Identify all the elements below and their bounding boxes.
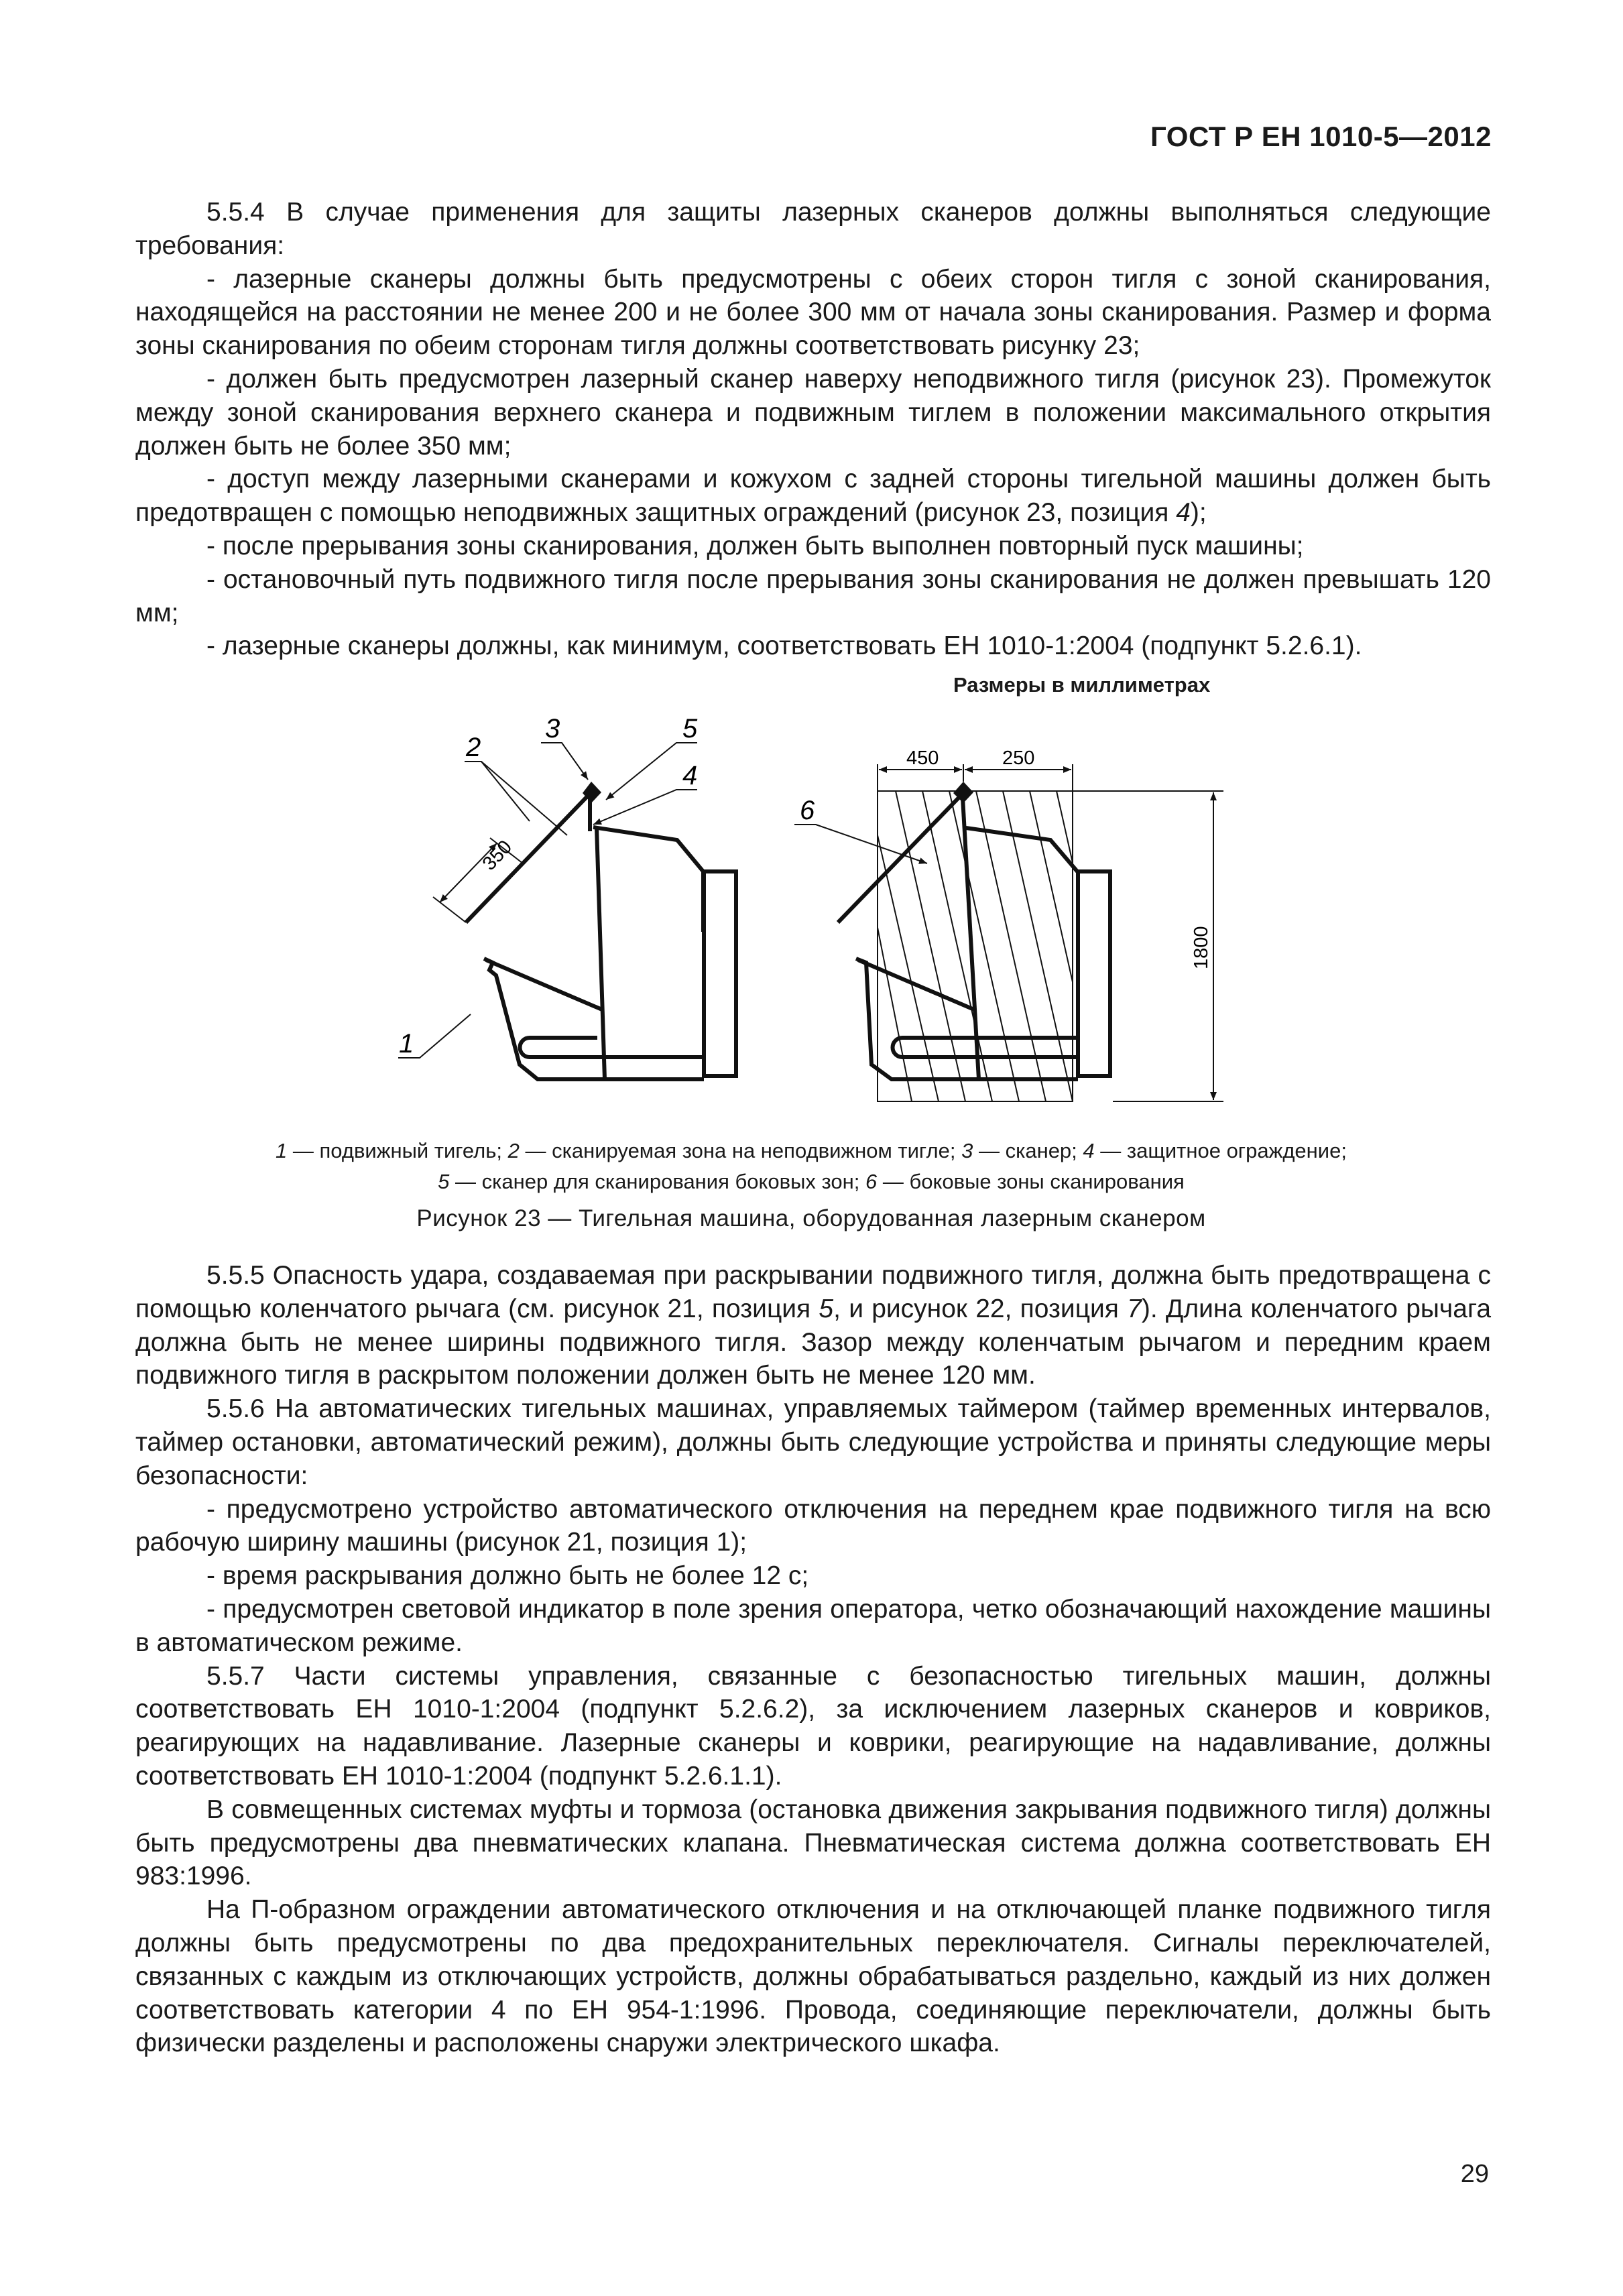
legend-num: 5 — [438, 1170, 450, 1193]
press-back-housing-right — [1078, 871, 1110, 1076]
callout-2-underline — [465, 762, 567, 835]
legend-line-2 — [154, 1166, 1468, 1197]
callout-3-leader — [541, 743, 588, 780]
standard-header: ГОСТ Р ЕН 1010-5—2012 — [1150, 121, 1492, 152]
fixed-platen-outline-right — [966, 828, 1077, 871]
dim-350-extension-1 — [433, 897, 466, 922]
section-5-5-6-intro: 5.5.6 На автоматических тигельных машинах, управляемых таймером (таймер временных интервалов, таймер остановки, автоматический режим), должны быть следующие устройства и приняты следующие меры безопасности: — [135, 1394, 1491, 1490]
callout-5-label: 5 — [682, 714, 698, 743]
side-scan-zones-hatch — [851, 791, 1126, 1101]
figure-23-legend — [154, 1136, 1468, 1197]
left-machine-view — [398, 714, 736, 1079]
legend-num: 2 — [507, 1139, 520, 1162]
dimensions-note: Размеры в миллиметрах — [953, 673, 1211, 697]
section-5-5-7-para: В совмещенных системах муфты и тормоза (остановка движения закрывания подвижного тигля) должны быть предусмотрены два пневматических клапана. Пневматическая система должна соответствовать ЕН 983:1996. — [135, 1795, 1491, 1891]
position-ref: 4 — [1176, 498, 1191, 528]
item-text: - доступ между лазерными сканерами и кожухом с задней стороны тигельной машины должен быть предотвращен с помощью неподвижных защитных ограждений (рисунок 23, позиция — [135, 465, 1491, 528]
guard-frame — [597, 828, 605, 1079]
platen-lever — [530, 1038, 704, 1057]
item-text: ); — [1190, 498, 1207, 528]
platen-lever-end — [520, 1038, 530, 1057]
legend-num: 1 — [276, 1139, 288, 1162]
dim-250-label: 250 — [1002, 747, 1035, 769]
scan-zone-line-right — [838, 796, 960, 922]
legend-num: 4 — [1083, 1139, 1095, 1162]
legend-text: — сканируемая зона на неподвижном тигле; — [519, 1139, 962, 1162]
para-text: ). Длина коленчатого рычага должна быть не менее ширины подвижного тигля. Зазор между коленчатым рычагом и передним краем подвижного тигля в раскрытом положении должен быть не менее 120 мм. — [135, 1294, 1492, 1390]
sections-5-5-5-to-5-5-7 — [135, 1259, 1491, 2060]
dim-1800-label: 1800 — [1191, 926, 1212, 969]
legend-text: — сканер; — [973, 1139, 1083, 1162]
requirement-item: - время раскрывания должно быть не более 12 с; — [206, 1561, 809, 1591]
requirement-item: - должен быть предусмотрен лазерный сканер наверху неподвижного тигля (рисунок 23). Промежуток между зоной сканирования верхнего сканера и подвижным тиглем в положении максимального открытия должен быть не более 350 мм; — [135, 364, 1491, 461]
press-back-housing — [704, 871, 736, 1076]
callout-2-leader — [481, 762, 530, 821]
legend-text: — боковые зоны сканирования — [877, 1170, 1185, 1193]
callout-3-label: 3 — [545, 714, 560, 743]
platen-lever-right — [902, 1038, 1078, 1057]
section-5-5-7-para: На П-образном ограждении автоматического отключения и на отключающей планке подвижного тигля должны быть предусмотрены по два предохранительных переключателя. Сигналы переключателей, связанных с каждым из отключающих устройств, должны обрабатываться раздельно, каждый из них должен соответствовать категории 4 по ЕН 954-1:1996. Провода, соединяющие переключатели, должны быть физически разделены и расположены снаружи электрического шкафа. — [135, 1895, 1491, 2058]
page-number: 29 — [1460, 2160, 1489, 2188]
callout-6-label: 6 — [800, 796, 815, 825]
section-5-5-5 — [135, 1259, 1491, 1392]
callout-1-label: 1 — [399, 1029, 414, 1059]
dim-350-label: 350 — [478, 836, 517, 875]
section-5-5-7-para: 5.5.7 Части системы управления, связанные с безопасностью тигельных машин, должны соответствовать ЕН 1010-1:2004 (подпункт 5.2.6.2), за исключением лазерных сканеров и ковриков, реагирующих на надавливание. Лазерные сканеры и коврики, реагирующие на надавливание, должны соответствовать ЕН 1010-1:2004 (подпункт 5.2.6.1.1). — [135, 1661, 1491, 1791]
legend-num: 3 — [961, 1139, 973, 1162]
figure-23-caption: Рисунок 23 — Тигельная машина, оборудованная лазерным сканером — [416, 1205, 1206, 1231]
requirement-item: - предусмотрен световой индикатор в поле зрения оператора, четко обозначающий нахождение машины в автоматическом режиме. — [135, 1594, 1491, 1657]
dim-450-label: 450 — [906, 747, 939, 769]
legend-text: — сканер для сканирования боковых зон; — [449, 1170, 865, 1193]
requirement-item: - остановочный путь подвижного тигля после прерывания зоны сканирования не должен превышать 120 мм; — [135, 564, 1491, 627]
callout-2-label: 2 — [466, 733, 481, 762]
section-5-5-4 — [135, 196, 1491, 663]
legend-line-1 — [154, 1136, 1468, 1166]
section-5-5-4-intro: 5.5.4 В случае применения для защиты лазерных сканеров должны выполняться следующие требования: — [135, 198, 1491, 260]
legend-num: 6 — [865, 1170, 878, 1193]
callout-4-leader — [593, 790, 697, 825]
right-machine-view — [794, 747, 1223, 1101]
callout-4-label: 4 — [682, 761, 698, 790]
requirement-item — [135, 463, 1491, 530]
para-text: , и рисунок 22, позиция — [833, 1294, 1128, 1323]
requirement-item: - лазерные сканеры должны, как минимум, соответствовать ЕН 1010-1:2004 (подпункт 5.2.6.1). — [206, 631, 1362, 661]
legend-text: — подвижный тигель; — [287, 1139, 508, 1162]
requirement-item: - предусмотрено устройство автоматического отключения на переднем крае подвижного тигля на всю рабочую ширину машины (рисунок 21, позиция 1); — [135, 1494, 1491, 1557]
para-text: 5.5.5 Опасность удара, создаваемая при раскрывании подвижного тигля, должна быть предотвращена с помощью коленчатого рычага (см. рисунок 21, позиция — [135, 1261, 1491, 1323]
moving-platen — [484, 959, 704, 1079]
figure-23-drawing — [375, 711, 1267, 1133]
requirement-item: - лазерные сканеры должны быть предусмотрены с обеих сторон тигля с зоной сканирования, находящейся на расстоянии не менее 200 и не более 300 мм от начала зоны сканирования. Размер и форма зоны сканирования по обеим сторонам тигля должны соответствовать рисунку 23; — [135, 264, 1491, 361]
position-ref: 5 — [819, 1294, 834, 1323]
position-ref: 7 — [1127, 1294, 1142, 1323]
legend-text: — защитное ограждение; — [1094, 1139, 1347, 1162]
requirement-item: - после прерывания зоны сканирования, должен быть выполнен повторный пуск машины; — [206, 531, 1304, 560]
fixed-platen-outline — [593, 827, 703, 932]
